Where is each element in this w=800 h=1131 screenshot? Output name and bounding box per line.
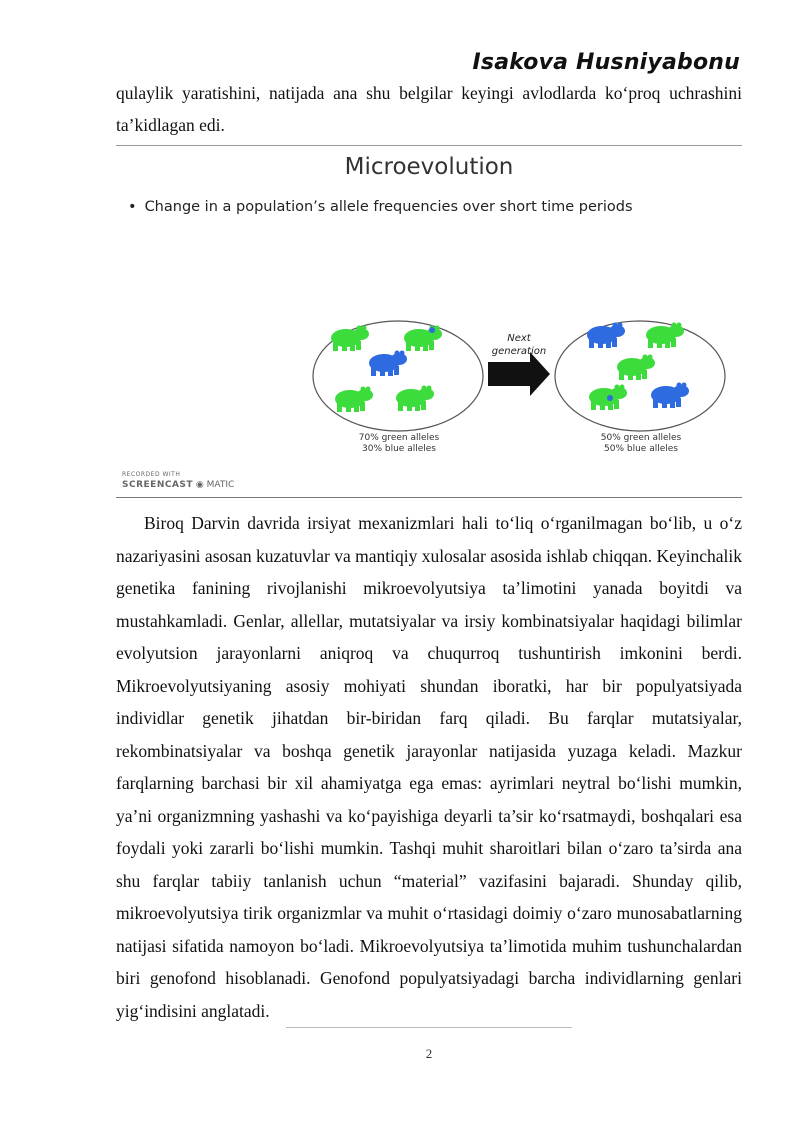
screencast-watermark xyxy=(122,470,234,490)
watermark-suffix-text: MATIC xyxy=(206,480,235,490)
blue-allele-dot-icon xyxy=(607,395,613,401)
footer-divider xyxy=(286,1027,572,1028)
author-header: Isakova Husniyabonu xyxy=(472,50,740,75)
next-generation-arrow-icon xyxy=(488,352,550,396)
record-icon: ◉ xyxy=(195,480,204,490)
body-text: Biroq Darvin davrida irsiyat mexanizmlari hali to‘liq o‘rganilmagan bo‘lib, u o‘z nazariyasini asosan kuzatuvlar va mantiqiy xulosalar asosida ishlab chiqqan. Keyinchalik genetika fanining rivojlanishi mikroevolyutsiya ta’limotini yanada boyitdi va mustahkamladi. Genlar, allellar, mutatsiyalar va irsiy kombinatsiyalar haqidagi bilimlar evolyutsion jarayonlarni aniqroq va chuqurroq tushuntirish imkonini berdi. Mikroevolyutsiyaning asosiy mohiyati shundan iboratki, har bir populyatsiyada individlar genetik jihatdan bir-biridan farq qiladi. Bu farqlar mutatsiyalar, rekombinatsiyalar va boshqa genetik jarayonlar natijasida yuzaga keladi. Mazkur farqlarning barchasi bir xil ahamiyatga ega emas: ayrimlari neytral bo‘lishi mumkin, ya’ni organizmning yashashi va ko‘payishiga deyarli ta’sir ko‘rsatmaydi, boshqalari esa foydali yoki zararli bo‘lishi mumkin. Tashqi muhit sharoitlari bilan o‘zaro ta’sirda ana shu farqlar tabiiy tanlanish uchun “material” vazifasini bajaradi. Shunday qilib, mikroevolyutsiya tirik organizmlar va muhit o‘rtasidagi doimiy o‘zaro munosabatlarning natijasi sifatida namoyon bo‘ladi. Mikroevolyutsiya ta’limotida muhim tushunchalardan biri genofond hisoblanadi. Genofond populyatsiyadagi barcha individlarning genlari yig‘indisini anglatadi. xyxy=(116,513,742,1021)
slide-bottom-divider xyxy=(116,497,742,498)
left-caption-line1: 70% green alleles xyxy=(358,433,440,443)
blue-allele-dot-icon xyxy=(429,327,435,333)
bullet-dot-icon: • xyxy=(128,199,137,215)
slide-bullet-text: Change in a population’s allele frequencies over short time periods xyxy=(144,199,633,215)
watermark-top-text: RECORDED WITH xyxy=(122,471,181,478)
right-caption-line2: 50% blue alleles xyxy=(604,444,678,454)
microevolution-diagram xyxy=(116,146,742,496)
page-number: 2 xyxy=(425,1046,433,1061)
intro-paragraph xyxy=(116,77,742,141)
watermark-main-text: SCREENCAST xyxy=(122,480,194,490)
arrow-label-line1: Next xyxy=(507,333,531,344)
body-paragraph xyxy=(116,507,742,1027)
left-caption-line2: 30% blue alleles xyxy=(362,444,436,454)
intro-text: qulaylik yaratishini, natijada ana shu belgilar keyingi avlodlarda ko‘proq uchrashini ta’kidlagan edi. xyxy=(116,83,742,135)
slide-title: Microevolution xyxy=(344,154,514,180)
embedded-slide xyxy=(116,146,742,496)
arrow-label-line2: generation xyxy=(491,346,547,357)
right-caption-line1: 50% green alleles xyxy=(600,433,682,443)
